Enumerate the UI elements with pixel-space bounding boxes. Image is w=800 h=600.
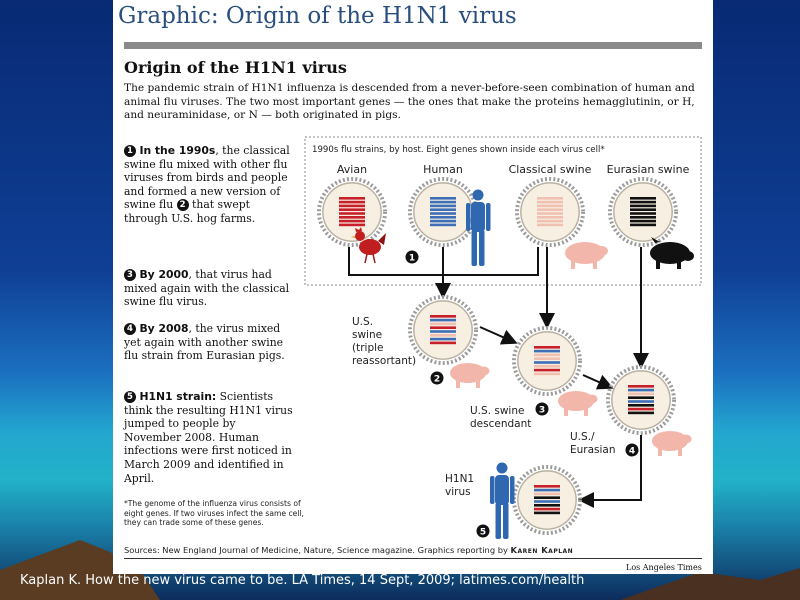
origin-diagram [300, 135, 710, 550]
graphic-intro: The pandemic strain of H1N1 influenza is descended from a never-before-seen combination of human and animal flu viruses. The two most important genes — the ones that make the proteins hemagglutinin, or H, and neuraminidase, or N — both originated in pigs. [124, 82, 695, 121]
pig-us-swine-icon [450, 363, 490, 388]
gene-stripe [339, 201, 365, 204]
gene-stripe [537, 205, 563, 208]
marker-1-label: 1 [408, 253, 416, 264]
gene-stripe [430, 205, 456, 208]
step-1-bold: In the 1990s [139, 144, 216, 157]
gene-stripe [534, 369, 560, 372]
gene-stripe [537, 212, 563, 215]
pig-eurasian-mix-icon [652, 431, 692, 456]
gene-stripe [537, 197, 563, 200]
gene-stripe [430, 338, 456, 341]
gene-stripe [339, 208, 365, 211]
gene-stripe [430, 323, 456, 326]
eurasian-label-0: U.S./ [570, 431, 595, 443]
gene-stripe [537, 208, 563, 211]
gene-stripe [339, 220, 365, 223]
eurasian-label-1: Eurasian [570, 444, 616, 456]
gene-stripe [534, 489, 560, 492]
step-3 [124, 268, 294, 309]
gene-stripe [628, 400, 654, 403]
host-label-classical: Classical swine [508, 163, 592, 176]
gene-stripe [534, 354, 560, 357]
gene-stripe [534, 485, 560, 488]
gene-stripe [430, 216, 456, 219]
pig-classical-icon [565, 242, 608, 269]
gene-stripe [630, 216, 656, 219]
gene-stripe [537, 201, 563, 204]
gene-stripe [534, 373, 560, 376]
slide-title: Graphic: Origin of the H1N1 virus [118, 3, 517, 29]
step-5-text: Scientists think the resulting H1N1 virus jumped to people by November 2008. Human infections were first noticed in March 2009 and identified in April. [124, 390, 293, 485]
virus-avian [319, 179, 385, 245]
genome-footnote: *The genome of the influenza virus consists of eight genes. If two viruses infect the same cell, they can trade some of these genes. [124, 499, 304, 528]
step-1-text2: that swept through U.S. hog farms. [124, 198, 256, 225]
us-swine-label-3: reassortant) [352, 355, 417, 367]
gene-stripe [630, 220, 656, 223]
sources-prefix: Sources: New England Journal of Medicine, Nature, Science magazine. Graphics reporting by [124, 545, 511, 555]
gene-stripe [630, 205, 656, 208]
gene-stripe [534, 346, 560, 349]
gene-stripe [430, 201, 456, 204]
title-rule [124, 42, 702, 49]
marker-2-label: 2 [433, 374, 441, 385]
gene-stripe [534, 508, 560, 511]
gene-stripe [430, 319, 456, 322]
step-4-bold: By 2008 [139, 322, 189, 335]
step-4-marker: 4 [124, 323, 136, 335]
marker-4-label: 4 [628, 446, 636, 457]
gene-stripe [430, 197, 456, 200]
human-h1n1-icon [490, 463, 515, 540]
strains-box-label: 1990s flu strains, by host. Eight genes shown inside each virus cell* [312, 145, 605, 155]
gene-stripe [628, 412, 654, 415]
host-label-human: Human [423, 163, 463, 176]
graphic-heading: Origin of the H1N1 virus [124, 58, 347, 77]
publisher-credit: Los Angeles Times [626, 563, 702, 572]
flow-arrow-to-eurasian [583, 375, 610, 387]
gene-stripe [430, 315, 456, 318]
step-4-text: , the virus mixed yet again with another swine flu strain from Eurasian pigs. [124, 322, 285, 363]
gene-stripe [630, 212, 656, 215]
gene-stripe [534, 496, 560, 499]
step-1-marker: 1 [124, 145, 136, 157]
gene-stripe [430, 224, 456, 227]
marker-5-label: 5 [479, 527, 487, 538]
gene-stripe [534, 493, 560, 496]
gene-stripe [339, 224, 365, 227]
sources-author: Karen Kaplan [510, 545, 574, 555]
descendant-label-0: U.S. swine [470, 405, 525, 417]
h1n1-label-0: H1N1 [445, 473, 475, 485]
gene-stripe [537, 224, 563, 227]
pig-descendant-icon [558, 391, 598, 416]
gene-stripe [628, 408, 654, 411]
gene-stripe [430, 326, 456, 329]
gene-stripe [534, 357, 560, 360]
virus-us-swine [410, 297, 476, 363]
step-3-marker: 3 [124, 269, 136, 281]
descendant-label-1: descendant [470, 418, 532, 430]
host-label-eurasian: Eurasian swine [606, 163, 690, 176]
gene-stripe [430, 342, 456, 345]
gene-stripe [430, 334, 456, 337]
gene-stripe [339, 216, 365, 219]
step-1-text: , the classical swine flu mixed with other flu viruses from birds and people and formed a new version of swine flu [124, 144, 290, 212]
us-swine-label-2: (triple [352, 342, 384, 354]
pig-eurasian-icon [650, 237, 694, 269]
gene-stripe [628, 389, 654, 392]
step-1-ref-marker: 2 [177, 199, 189, 211]
us-swine-label-0: U.S. [352, 316, 374, 328]
slide-caption: Kaplan K. How the new virus came to be. LA Times, 14 Sept, 2009; latimes.com/health [20, 573, 585, 588]
gene-stripe [537, 220, 563, 223]
bottom-rule [124, 558, 702, 559]
step-3-text: , that virus had mixed again with the classical swine flu virus. [124, 268, 290, 309]
virus-us-eurasian [608, 367, 674, 433]
gene-stripe [534, 504, 560, 507]
gene-stripe [628, 396, 654, 399]
step-4 [124, 322, 294, 363]
gene-stripe [534, 365, 560, 368]
gene-stripe [630, 224, 656, 227]
gene-stripe [534, 361, 560, 364]
gene-stripe [628, 404, 654, 407]
step-5 [124, 390, 294, 485]
gene-stripe [430, 220, 456, 223]
gene-stripe [534, 350, 560, 353]
host-label-avian: Avian [336, 163, 368, 176]
virus-eurasian [610, 179, 676, 245]
marker-3-label: 3 [538, 405, 546, 416]
gene-stripe [628, 393, 654, 396]
step-5-bold: H1N1 strain: [139, 390, 217, 403]
step-1 [124, 144, 294, 226]
virus-classical [517, 179, 583, 245]
gene-stripe [537, 216, 563, 219]
virus-descendant [514, 328, 580, 394]
us-swine-label-1: swine [352, 329, 383, 341]
gene-stripe [630, 208, 656, 211]
gene-stripe [339, 205, 365, 208]
h1n1-label-1: virus [445, 486, 471, 498]
step-5-marker: 5 [124, 391, 136, 403]
gene-stripe [339, 197, 365, 200]
gene-stripe [630, 201, 656, 204]
gene-stripe [430, 330, 456, 333]
virus-h1n1 [514, 467, 580, 533]
gene-stripe [339, 212, 365, 215]
gene-stripe [430, 212, 456, 215]
gene-stripe [628, 385, 654, 388]
gene-stripe [630, 197, 656, 200]
gene-stripe [534, 500, 560, 503]
gene-stripe [430, 208, 456, 211]
gene-stripe [534, 512, 560, 515]
step-3-bold: By 2000 [139, 268, 189, 281]
flow-arrow-to-descendant [480, 327, 514, 342]
